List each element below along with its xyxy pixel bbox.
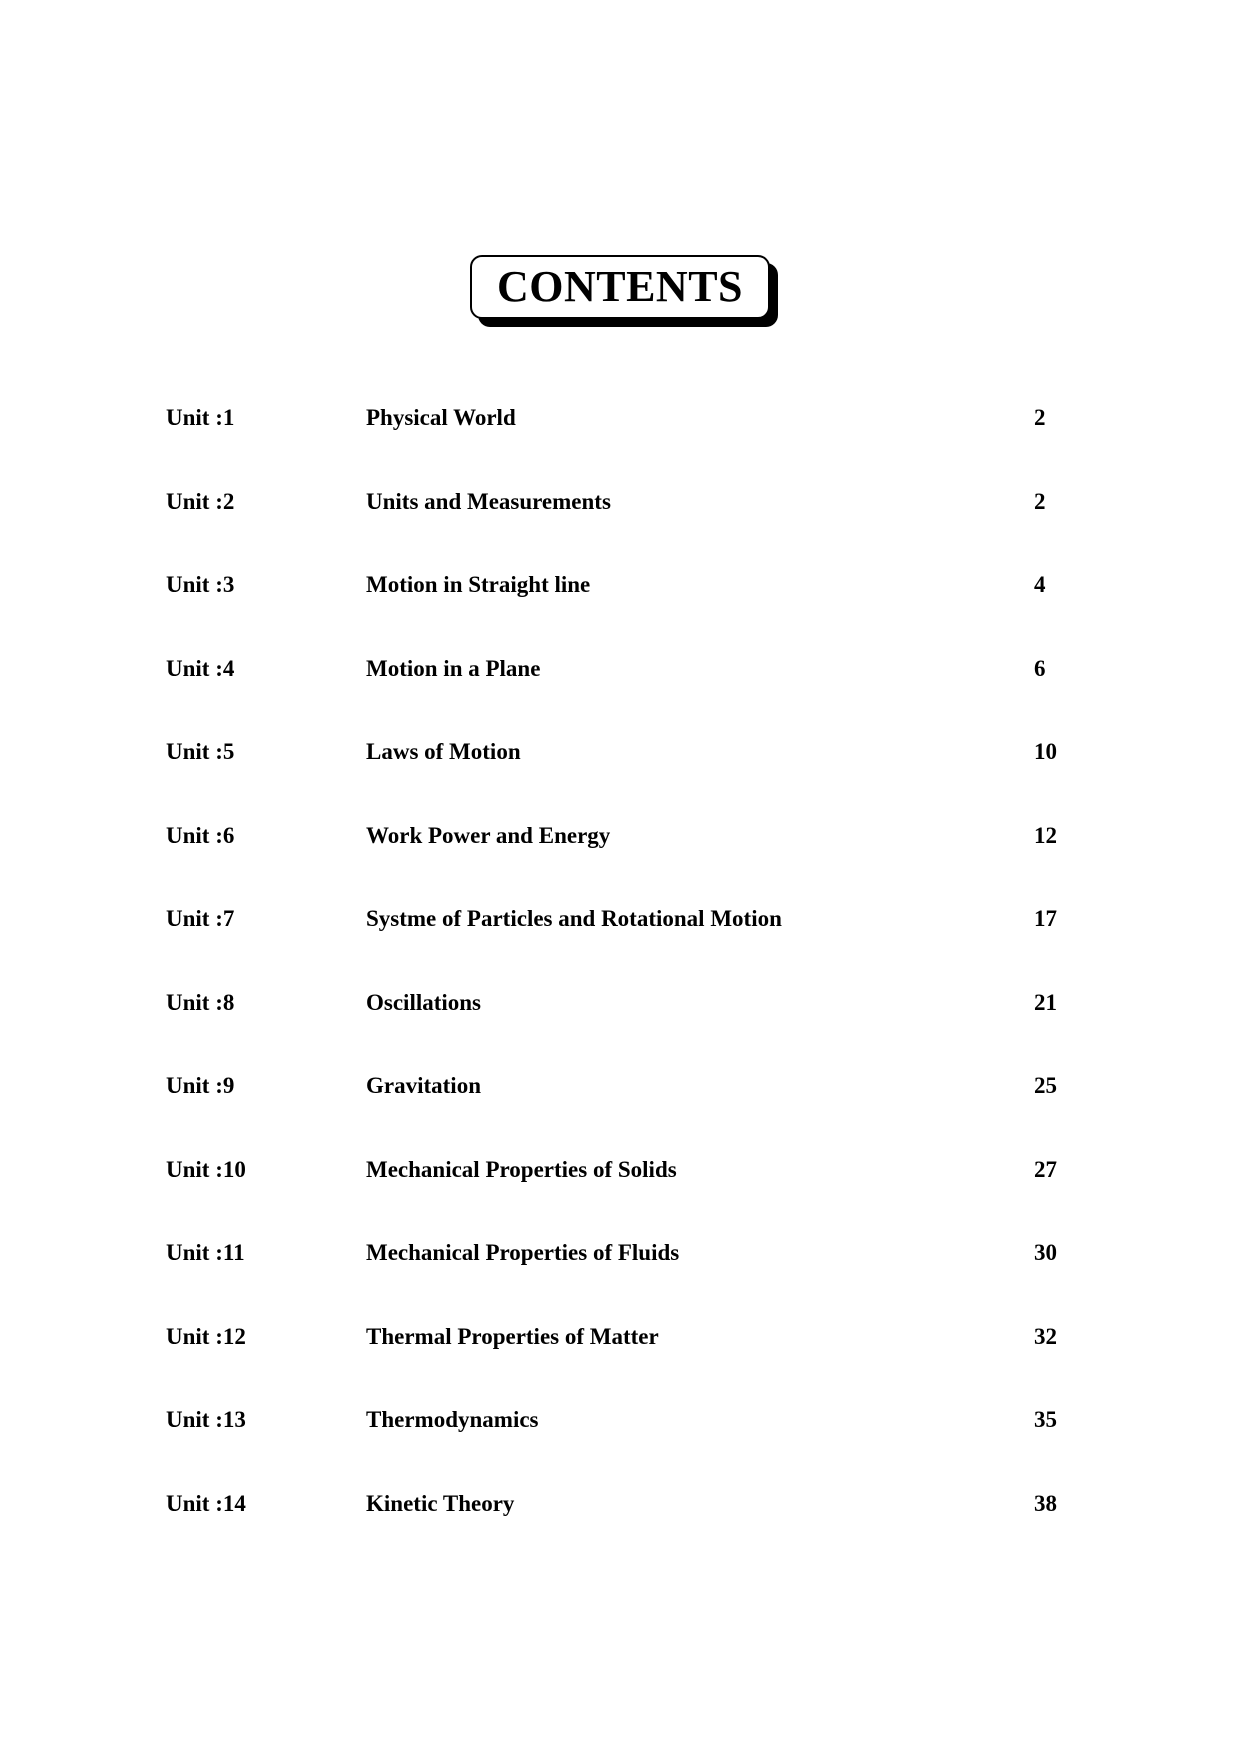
page-title: CONTENTS [496,262,744,311]
toc-entry-3 [0,572,1241,656]
toc-unit-title: Mechanical Properties of Solids [366,1156,677,1182]
toc-unit-label: Unit :10 [166,1156,246,1182]
toc-page-number: 6 [1034,655,1046,681]
toc-unit-label: Unit :7 [166,906,235,931]
toc-unit-label: Unit :4 [166,655,235,681]
toc-entry-8 [0,990,1241,1074]
toc-unit-title: Motion in Straight line [366,572,591,597]
toc-unit-title: Laws of Motion [366,739,521,764]
toc-page-number: 25 [1034,1073,1057,1098]
toc-page-number: 35 [1034,1407,1057,1432]
toc-unit-title: Systme of Particles and Rotational Motion [366,906,782,931]
toc-unit-label: Unit :1 [166,405,235,430]
toc-entry-11 [0,1240,1241,1324]
toc-unit-label: Unit :13 [166,1407,246,1432]
toc-unit-title: Work Power and Energy [366,822,611,848]
toc-page-number: 17 [1034,906,1057,931]
toc-unit-label: Unit :2 [166,488,235,514]
toc-page-number: 27 [1034,1156,1057,1182]
toc-entry-10 [0,1157,1241,1241]
toc-unit-label: Unit :5 [166,739,235,764]
toc-page-number: 4 [1034,572,1046,597]
toc-unit-title: Mechanical Properties of Fluids [366,1240,680,1265]
toc-unit-label: Unit :14 [166,1490,246,1516]
toc-unit-label: Unit :11 [166,1240,245,1265]
toc-unit-title: Motion in a Plane [366,655,541,681]
toc-entry-2 [0,489,1241,573]
toc-unit-label: Unit :3 [166,572,235,597]
toc-entry-13 [0,1407,1241,1491]
toc-unit-label: Unit :9 [166,1073,235,1098]
toc-unit-title: Thermodynamics [366,1407,539,1432]
toc-page-number: 2 [1034,488,1046,514]
toc-unit-label: Unit :6 [166,822,235,848]
toc-entry-5 [0,739,1241,823]
toc-page-number: 32 [1034,1323,1057,1349]
toc-unit-title: Oscillations [366,989,482,1015]
toc-page-number: 10 [1034,739,1057,764]
toc-page-number: 2 [1034,405,1046,430]
toc-entry-1 [0,405,1241,489]
toc-entry-12 [0,1324,1241,1408]
toc-page-number: 38 [1034,1490,1057,1516]
toc-page-number: 30 [1034,1240,1057,1265]
toc-page-number: 12 [1034,822,1057,848]
table-of-contents [0,405,1241,1574]
toc-unit-title: Physical World [366,405,516,430]
toc-page-number: 21 [1034,989,1057,1015]
heading-box-frame [470,255,770,319]
toc-entry-9 [0,1073,1241,1157]
toc-unit-title: Gravitation [366,1073,481,1098]
toc-entry-6 [0,823,1241,907]
toc-entry-4 [0,656,1241,740]
toc-unit-title: Thermal Properties of Matter [366,1323,659,1349]
toc-unit-title: Units and Measurements [366,488,611,514]
toc-unit-label: Unit :8 [166,989,235,1015]
contents-heading-box [470,255,784,331]
toc-unit-title: Kinetic Theory [366,1490,515,1516]
toc-entry-14 [0,1491,1241,1575]
toc-unit-label: Unit :12 [166,1323,246,1349]
toc-entry-7 [0,906,1241,990]
